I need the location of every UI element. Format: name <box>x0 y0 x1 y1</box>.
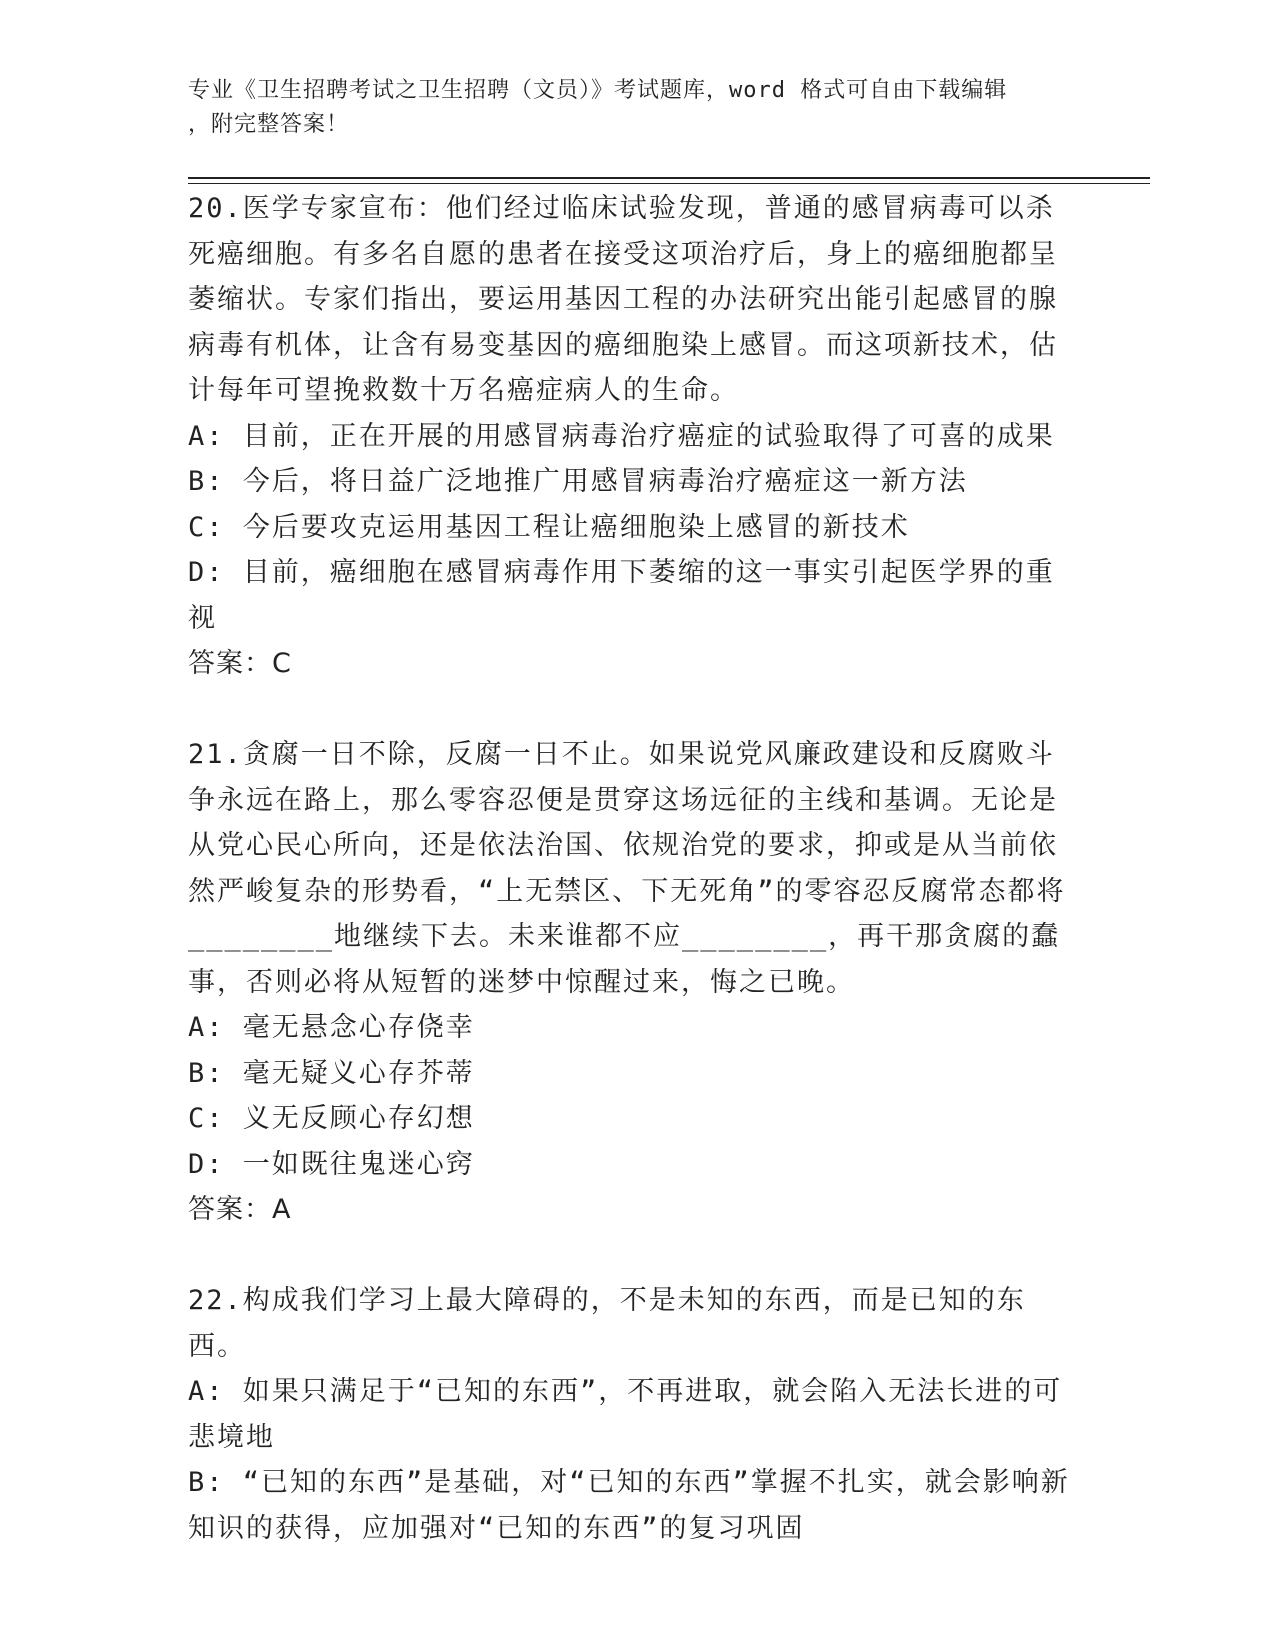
option-c: C: 义无反顾心存幻想 <box>188 1103 475 1134</box>
header-line-1: 专业《卫生招聘考试之卫生招聘（文员）》考试题库，word 格式可自由下载编辑 <box>188 78 1008 103</box>
option-a: A: 如果只满足于“已知的东西”，不再进取，就会陷入无法长进的可悲境地 <box>188 1376 1063 1453</box>
question-spacer <box>188 1233 1078 1279</box>
question-20 <box>188 186 1078 687</box>
option-d: D: 目前，癌细胞在感冒病毒作用下萎缩的这一事实引起医学界的重视 <box>188 557 1055 634</box>
answer-line: 答案：A <box>188 1194 292 1225</box>
document-header <box>188 74 1068 142</box>
header-divider-thick <box>188 177 1150 179</box>
option-b: B: “已知的东西”是基础，对“已知的东西”掌握不扎实，就会影响新知识的获得，应加强对“已知的东西”的复习巩固 <box>188 1467 1070 1544</box>
question-list <box>188 186 1078 1551</box>
option-c: C: 今后要攻克运用基因工程让癌细胞染上感冒的新技术 <box>188 511 910 543</box>
question-21 <box>188 732 1078 1233</box>
answer-line: 答案：C <box>188 648 292 679</box>
question-stem: 22.构成我们学习上最大障碍的，不是未知的东西，而是已知的东西。 <box>188 1285 1026 1362</box>
question-22 <box>188 1278 1078 1551</box>
option-a: A: 目前，正在开展的用感冒病毒治疗癌症的试验取得了可喜的成果 <box>188 420 1055 452</box>
option-b: B: 今后，将日益广泛地推广用感冒病毒治疗癌症这一新方法 <box>188 466 968 497</box>
option-a: A: 毫无悬念心存侥幸 <box>188 1012 475 1043</box>
header-divider-thin <box>188 183 1150 184</box>
option-d: D: 一如既往鬼迷心窍 <box>188 1148 475 1180</box>
question-spacer <box>188 687 1078 733</box>
question-stem: 21.贪腐一日不除，反腐一日不止。如果说党风廉政建设和反腐败斗争永远在路上，那么零容忍便是贯穿这场远征的主线和基调。无论是从党心民心所向，还是依法治国、依规治党的要求，抑或是从当前依然严峻复杂的形势看，“上无禁区、下无死角”的零容忍反腐常态都将________地继续下去。未来谁都不应________，再干那贪腐的蠢事，否则必将从短暂的迷梦中惊醒过来，悔之已晚。 <box>188 739 1066 998</box>
option-b: B: 毫无疑义心存芥蒂 <box>188 1057 475 1089</box>
header-line-2: ，附完整答案！ <box>188 112 350 137</box>
question-stem: 20.医学专家宣布：他们经过临床试验发现，普通的感冒病毒可以杀死癌细胞。有多名自愿的患者在接受这项治疗后，身上的癌细胞都呈萎缩状。专家们指出，要运用基因工程的办法研究出能引起感冒的腺病毒有机体，让含有易变基因的癌细胞染上感冒。而这项新技术，估计每年可望挽救数十万名癌症病人的生命。 <box>188 193 1058 406</box>
